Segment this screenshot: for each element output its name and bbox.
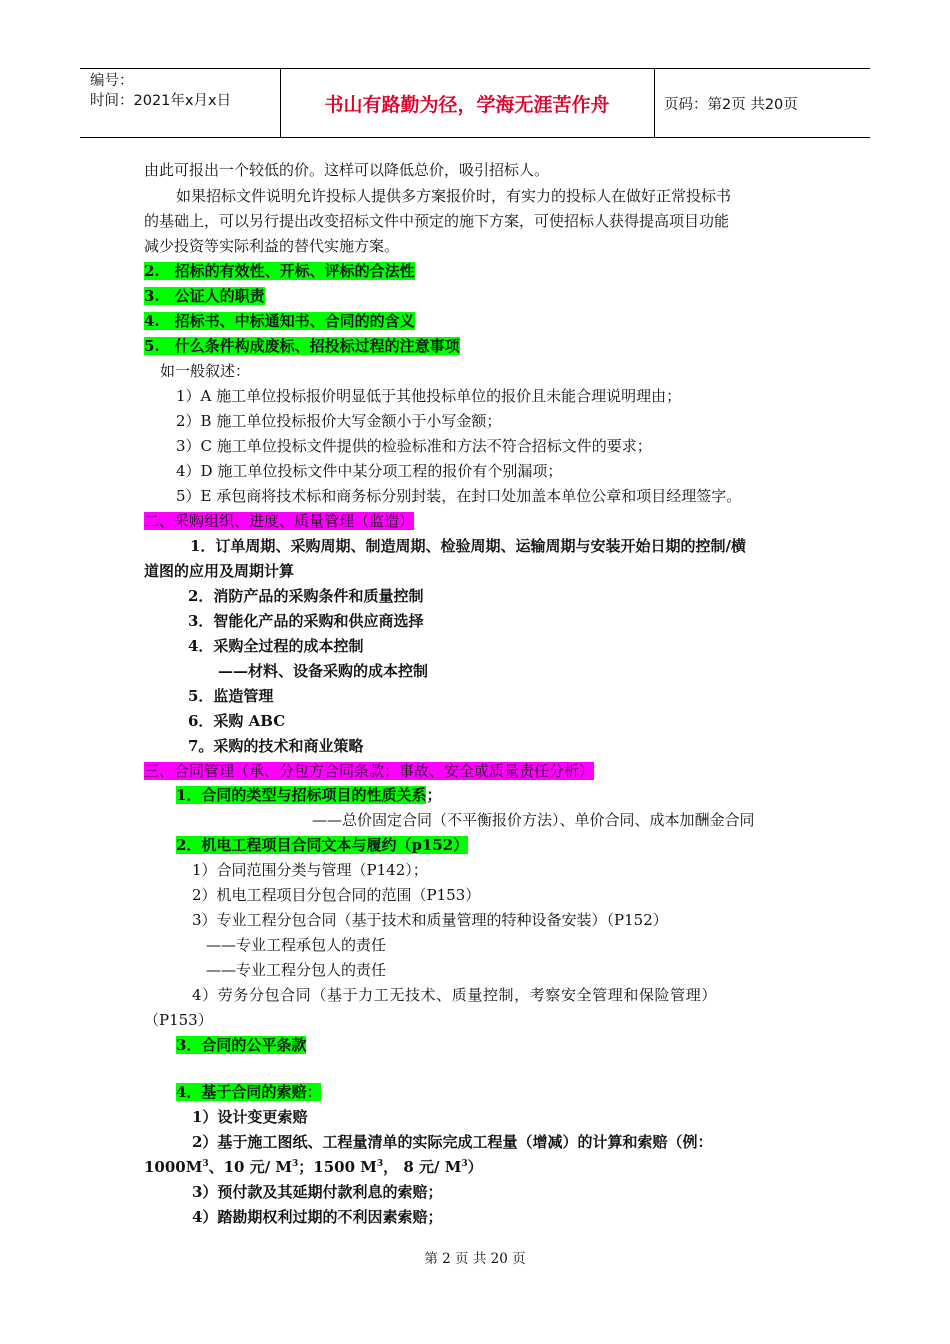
list-item: 1）合同范围分类与管理（P142）；	[192, 861, 428, 879]
contract-heading-1: 1．合同的类型与招标项目的性质关系	[176, 786, 427, 804]
list-item: 3．智能化产品的采购和供应商选择	[188, 612, 424, 630]
header-page-label: 页码：第2页 共20页	[664, 96, 798, 113]
heading-item-4: 4. 招标书、中标通知书、合同的的含义	[144, 312, 415, 330]
list-item: 4）踏勘期权利过期的不利因素索赔；	[192, 1208, 443, 1226]
list-item: ——总价固定合同（不平衡报价方法）、单价合同、成本加酬金合同	[312, 811, 755, 829]
list-item: 道图的应用及周期计算	[144, 562, 295, 580]
contract-heading-1-tail: ；	[426, 786, 442, 804]
superscript: 3	[202, 1159, 209, 1169]
list-item: 3）C 施工单位投标文件提供的检验标准和方法不符合招标文件的要求；	[176, 437, 652, 455]
list-item	[144, 1157, 483, 1177]
section-heading-2: 二、采购组织、进度、质量管理（监造）	[144, 512, 415, 530]
list-item: ——材料、设备采购的成本控制	[218, 662, 429, 680]
list-item: ——专业工程承包人的责任	[206, 936, 387, 954]
section-heading-3: 三、合同管理（承、分包方合同条款；事故、安全或质量责任分析）	[144, 762, 595, 780]
list-item: 7。采购的技术和商业策略	[188, 737, 364, 755]
list-item: 2）基于施工图纸、工程量清单的实际完成工程量（增减）的计算和索赔（例：	[192, 1133, 713, 1151]
list-item: 5．监造管理	[188, 687, 274, 705]
text-run: ；1500 M	[298, 1158, 377, 1176]
superscript: 3	[292, 1159, 299, 1169]
list-item: 4）D 施工单位投标文件中某分项工程的报价有个别漏项；	[176, 462, 563, 480]
heading-item-5: 5. 什么条件构成废标、招投标过程的注意事项	[144, 337, 460, 355]
page-header	[80, 68, 870, 138]
contract-heading-4: 4．基于合同的索赔：	[176, 1083, 322, 1101]
header-motto: 书山有路勤为径，学海无涯苦作舟	[280, 69, 655, 137]
list-item: 3）专业工程分包合同（基于技术和质量管理的特种设备安装）（P152）	[192, 911, 668, 929]
list-item: 2）机电工程项目分包合同的范围（P153）	[192, 886, 481, 904]
text-run: ， 8 元/ M	[383, 1158, 462, 1176]
list-item: 2．消防产品的采购条件和质量控制	[188, 587, 424, 605]
list-item: 2）B 施工单位投标报价大写金额小于小写金额；	[176, 412, 502, 430]
paragraph-line: 的基础上，可以另行提出改变招标文件中预定的施下方案，可使招标人获得提高项目功能	[144, 212, 730, 230]
contract-heading-3: 3．合同的公平条款	[176, 1036, 307, 1054]
list-item: 1）A 施工单位投标报价明显低于其他投标单位的报价且未能合理说明理由；	[176, 387, 682, 405]
number-label: 编号：	[90, 73, 134, 89]
page-footer: 第 2 页 共 20 页	[424, 1251, 526, 1267]
superscript: 3	[376, 1159, 384, 1169]
paragraph-line: 减少投资等实际利益的替代实施方案。	[144, 237, 400, 255]
list-item: 6．采购 ABC	[188, 712, 286, 730]
contract-heading-2: 2．机电工程项目合同文本与履约（p152）	[176, 836, 469, 854]
list-item: 5）E 承包商将技术标和商务标分别封装，在封口处加盖本单位公章和项目经理签字。	[176, 487, 742, 505]
list-item: 4）劳务分包合同（基于力工无技术、质量控制，考察安全管理和保险管理）	[192, 986, 717, 1004]
list-item: 1．订单周期、采购周期、制造周期、检验周期、运输周期与安装开始日期的控制/横	[190, 537, 746, 555]
list-item: （P153）	[144, 1011, 213, 1029]
list-item: 3）预付款及其延期付款利息的索赔；	[192, 1183, 443, 1201]
paragraph-line: 如一般叙述：	[160, 362, 251, 380]
text-run: 1000M	[144, 1158, 203, 1176]
heading-item-2: 2. 招标的有效性、开标、评标的合法性	[144, 262, 415, 280]
superscript: 3	[461, 1159, 468, 1169]
text-run: 、10 元/ M	[208, 1158, 293, 1176]
list-item: 1）设计变更索赔	[192, 1108, 308, 1126]
list-item: ——专业工程分包人的责任	[206, 961, 387, 979]
text-run: ）	[467, 1158, 483, 1176]
header-meta	[80, 69, 281, 137]
list-item: 4．采购全过程的成本控制	[188, 637, 364, 655]
paragraph-line: 由此可报出一个较低的价。这样可以降低总价，吸引招标人。	[144, 161, 550, 179]
time-label: 时间：2021年x月x日	[90, 93, 232, 109]
paragraph-line: 如果招标文件说明允许投标人提供多方案报价时，有实力的投标人在做好正常投标书	[176, 187, 732, 205]
heading-item-3: 3. 公证人的职责	[144, 287, 265, 305]
